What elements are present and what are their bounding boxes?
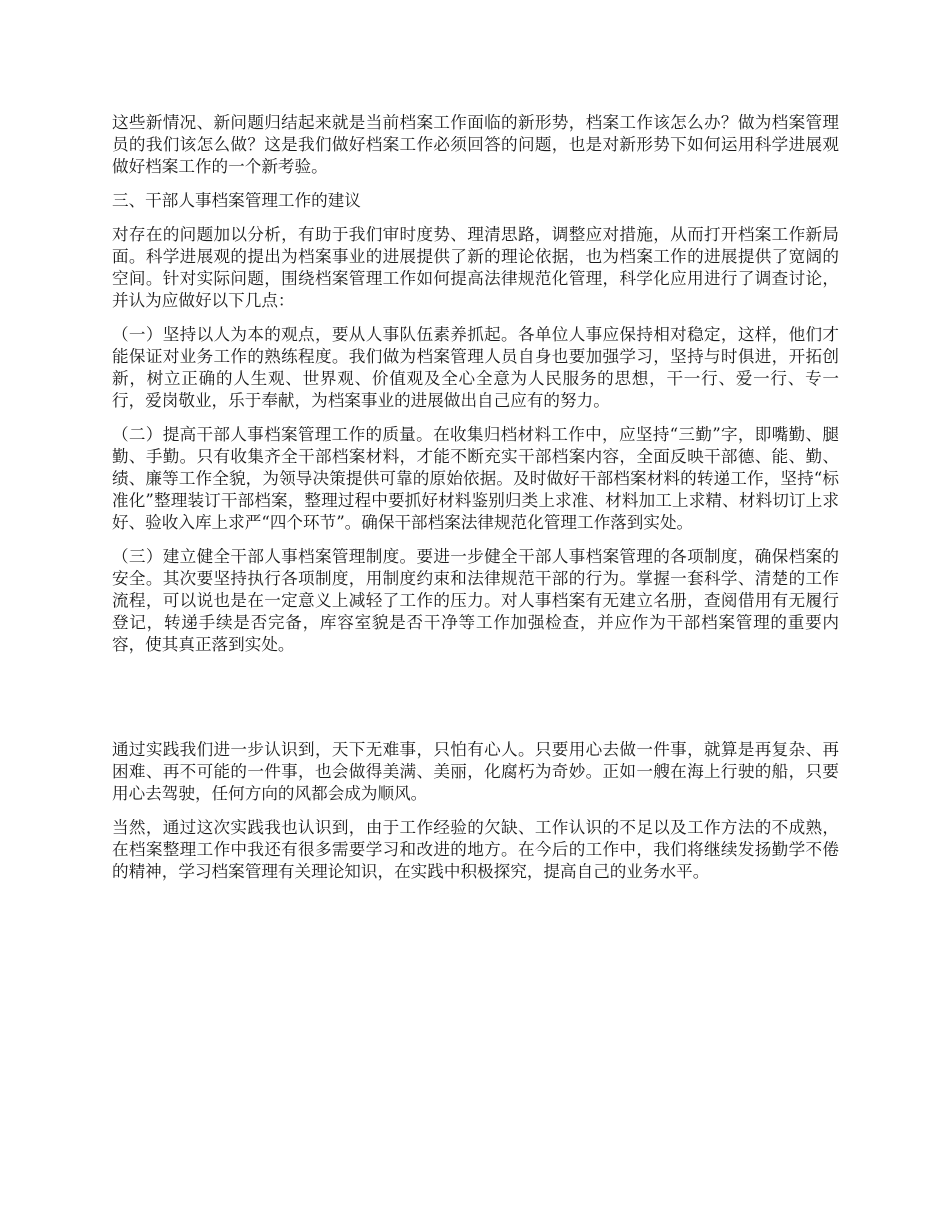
paragraph-section-intro: 对存在的问题加以分析，有助于我们审时度势、理清思路，调整应对措施，从而打开档案工作新局面。科学进展观的提出为档案事业的进展提供了新的理论依据，也为档案工作的进展提供了宽阔的空间。针对实际问题，围绕档案管理工作如何提高法律规范化管理，科学化应用进行了调查讨论，并认为应做好以下几点： — [112, 225, 839, 310]
paragraph-situation: 这些新情况、新问题归结起来就是当前档案工作面临的新形势，档案工作该怎么办？做为档案管理员的我们该怎么做？这是我们做好档案工作必须回答的问题，也是对新形势下如何运用科学进展观做好档案工作的一个新考验。 — [112, 113, 839, 176]
blank-gap — [112, 668, 839, 739]
paragraph-point-2: （二）提高干部人事档案管理工作的质量。在收集归档材料工作中，应坚持“三勤”字，即嘴勤、腿勤、手勤。只有收集齐全干部档案材料，才能不断充实干部档案内容，全面反映干部德、能、勤、绩、廉等工作全貌，为领导决策提供可靠的原始依据。及时做好干部档案材料的转递工作，坚持“标准化”整理装订干部档案，整理过程中要抓好材料鉴别归类上求准、材料加工上求精、材料切订上求好、验收入库上求严“四个环节”。确保干部档案法律规范化管理工作落到实处。 — [112, 425, 839, 532]
paragraph-point-1: （一）坚持以人为本的观点，要从人事队伍素养抓起。各单位人事应保持相对稳定，这样，他们才能保证对业务工作的熟练程度。我们做为档案管理人员自身也要加强学习，坚持与时俱进，开拓创新，树立正确的人生观、世界观、价值观及全心全意为人民服务的思想，干一行、爱一行、专一行，爱岗敬业，乐于奉献，为档案事业的进展做出自己应有的努力。 — [112, 325, 839, 410]
document-body — [112, 112, 839, 895]
section-heading: 三、干部人事档案管理工作的建议 — [112, 191, 361, 210]
paragraph-closing-1: 通过实践我们进一步认识到，天下无难事，只怕有心人。只要用心去做一件事，就算是再复杂、再困难、再不可能的一件事，也会做得美满、美丽，化腐朽为奇妙。正如一艘在海上行驶的船，只要用心去驾驶，任何方向的风都会成为顺风。 — [112, 740, 839, 803]
paragraph-closing-2: 当然，通过这次实践我也认识到，由于工作经验的欠缺、工作认识的不足以及工作方法的不成熟，在档案整理工作中我还有很多需要学习和改进的地方。在今后的工作中，我们将继续发扬勤学不倦的精神，学习档案管理有关理论知识，在实践中积极探究，提高自己的业务水平。 — [112, 818, 839, 881]
paragraph-point-3: （三）建立健全干部人事档案管理制度。要进一步健全干部人事档案管理的各项制度，确保档案的安全。其次要坚持执行各项制度，用制度约束和法律规范干部的行为。掌握一套科学、清楚的工作流程，可以说也是在一定意义上减轻了工作的压力。对人事档案有无建立名册，查阅借用有无履行登记，转递手续是否完备，库容室貌是否干净等工作加强检查，并应作为干部档案管理的重要内容，使其真正落到实处。 — [112, 547, 839, 654]
